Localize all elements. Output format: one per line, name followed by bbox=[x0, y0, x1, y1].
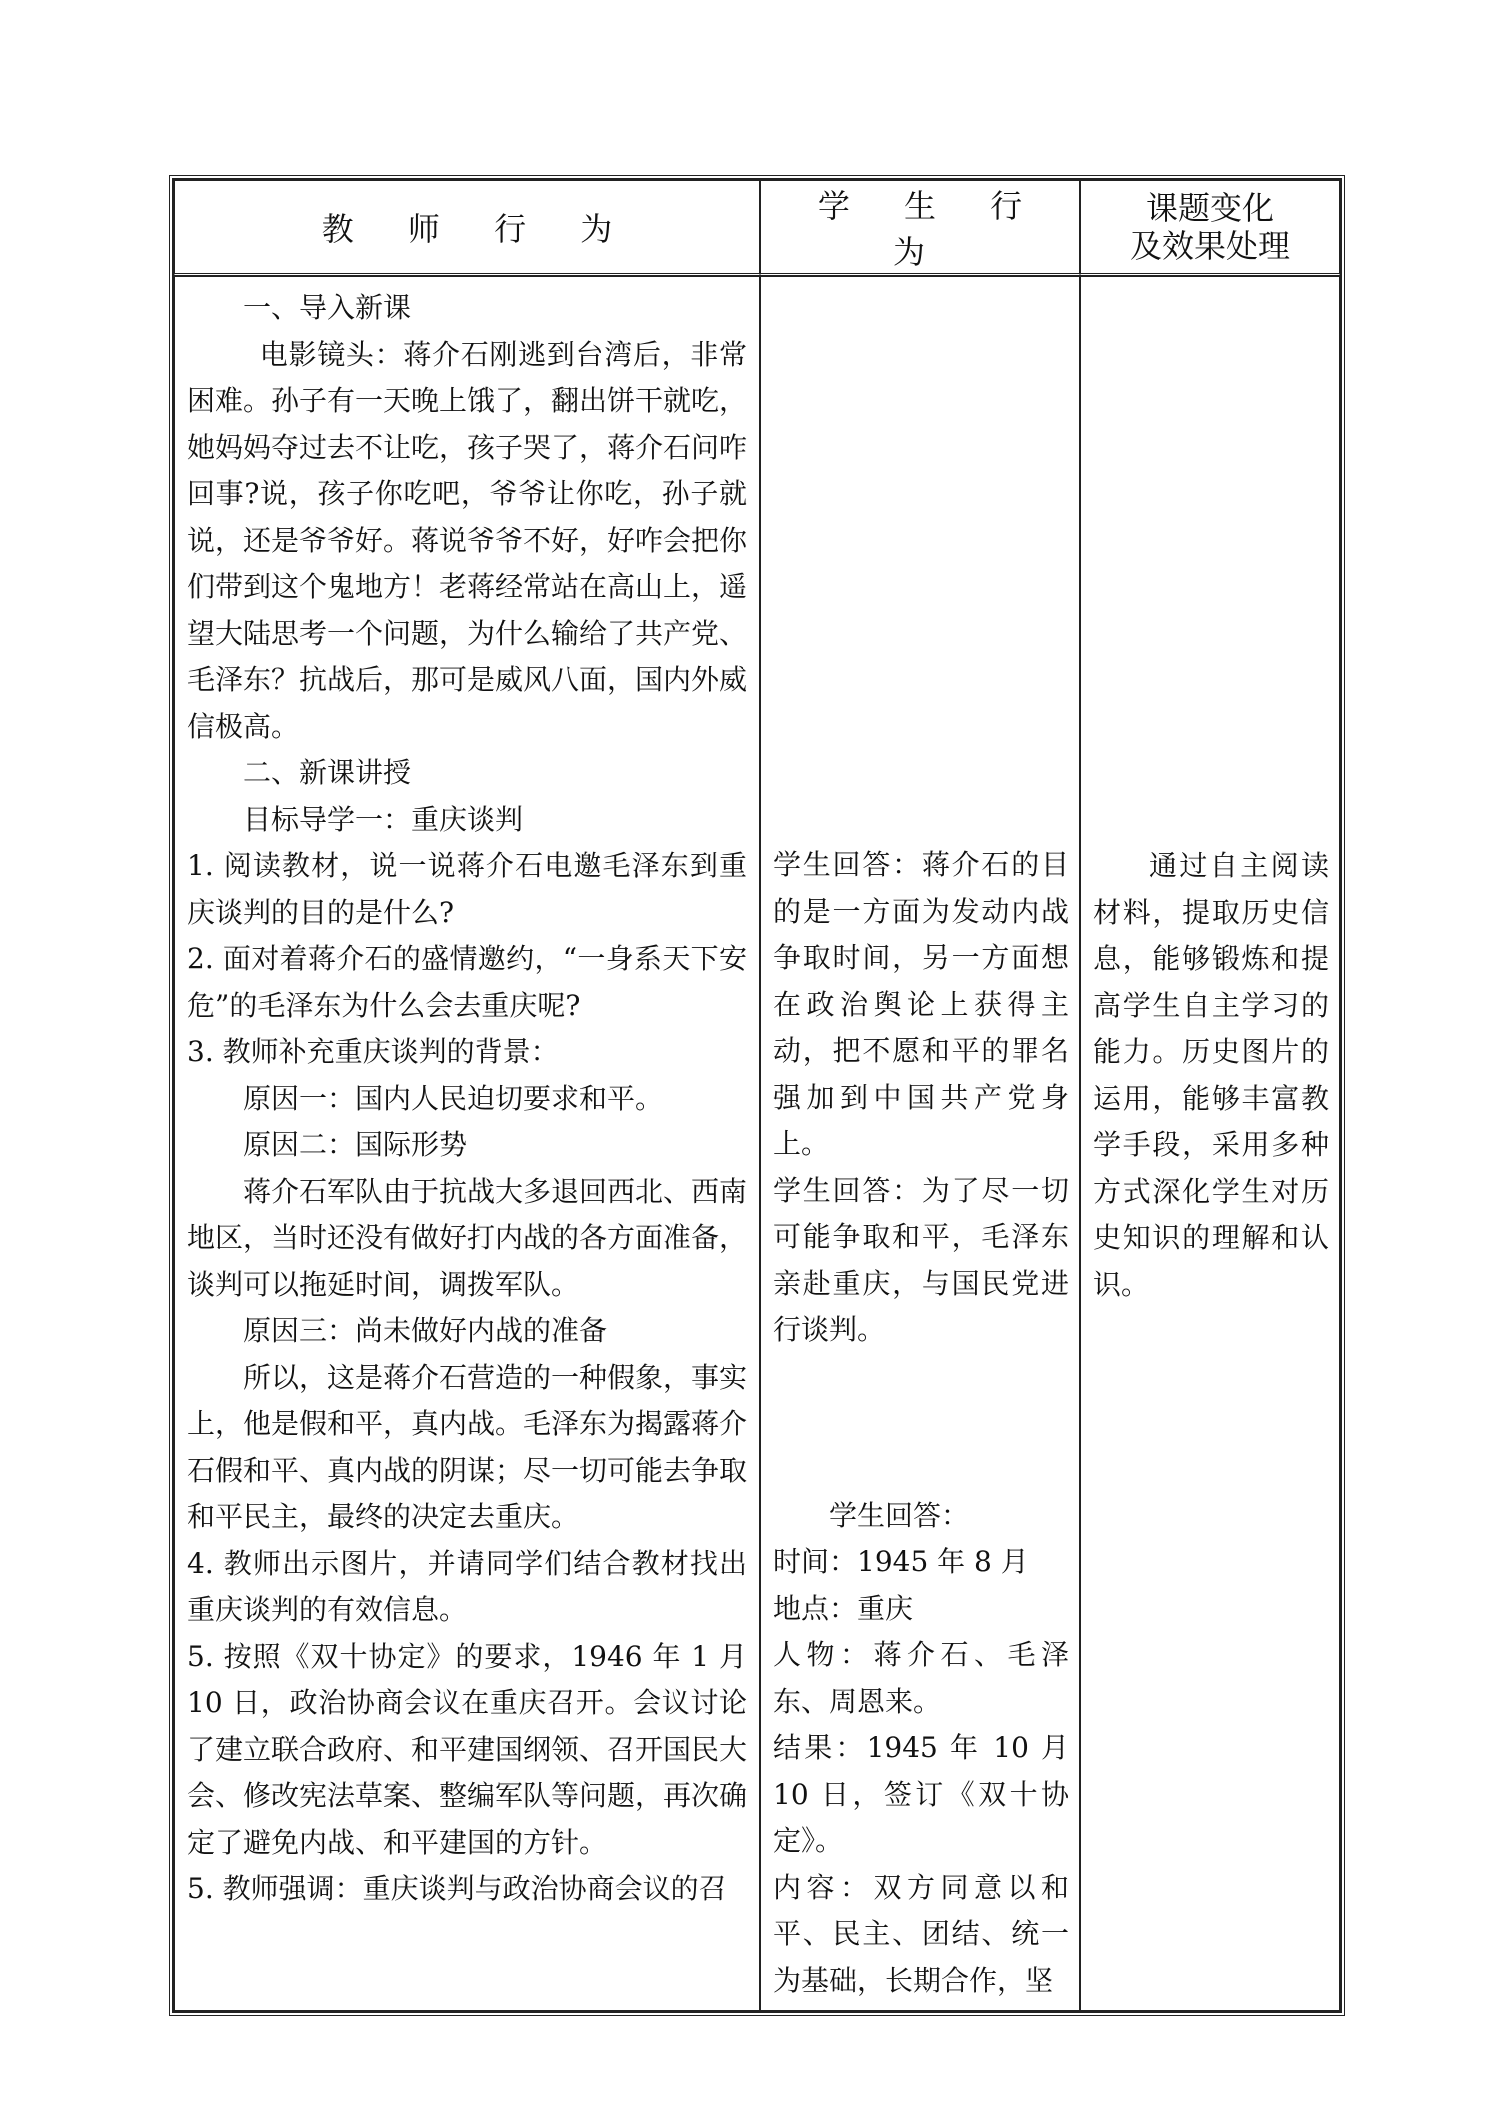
teacher-para: 电影镜头：蒋介石刚逃到台湾后，非常困难。孙子有一天晚上饿了，翻出饼干就吃，她妈妈夺过去不让吃，孩子哭了，蒋介石问咋回事?说，孩子你吃吧，爷爷让你吃，孙子就说，还是爷爷好。蒋说爷爷不好，好咋会把你们带到这个鬼地方！老蒋经常站在高山上，遥望大陆思考一个问题，为什么输给了共产党、毛泽东？抗战后，那可是威风八面，国内外威信极高。 bbox=[187, 337, 748, 743]
header-notes bbox=[1080, 180, 1340, 276]
header-teacher-label: 教 师 行 为 bbox=[321, 210, 635, 248]
notes-para: 通过自主阅读材料，提取历史信息，能够锻炼和提高学生自主学习的能力。历史图片的运用，能够丰富教学手段，采用多种方式深化学生对历史知识的理解和认识。 bbox=[1093, 849, 1329, 1301]
table-header-row bbox=[174, 180, 1340, 276]
header-notes-line2: 及效果处理 bbox=[1129, 227, 1290, 265]
student-answer: 学生回答：蒋介石的目的是一方面为发动内战争取时间，另一方面想在政治舆论上获得主动，把不愿和平的罪名强加到中国共产党身上。 bbox=[773, 848, 1069, 1160]
student-column bbox=[760, 276, 1080, 2011]
teacher-para: 一、导入新课 bbox=[243, 291, 412, 324]
teacher-para: 3. 教师补充重庆谈判的背景： bbox=[187, 1035, 559, 1068]
teacher-para: 5. 按照《双十协定》的要求，1946 年 1 月 10 日，政治协商会议在重庆召开。会议讨论了建立联合政府、和平建国纲领、召开国民大会、修改宪法草案、整编军队等问题，再次确定了避免内战、和平建国的方针。 bbox=[187, 1639, 748, 1859]
student-answer: 地点：重庆 bbox=[773, 1591, 914, 1625]
student-answer: 学生回答：为了尽一切可能争取和平，毛泽东亲赴重庆，与国民党进行谈判。 bbox=[773, 1173, 1069, 1346]
student-answer: 时间：1945 年 8 月 bbox=[773, 1545, 1029, 1578]
teacher-para: 蒋介石军队由于抗战大多退回西北、西南地区，当时还没有做好打内战的各方面准备，谈判可以拖延时间，调拨军队。 bbox=[187, 1174, 748, 1301]
teacher-para: 原因一：国内人民迫切要求和平。 bbox=[243, 1081, 664, 1115]
teacher-para: 原因二：国际形势 bbox=[243, 1128, 468, 1161]
teacher-para: 5. 教师强调：重庆谈判与政治协商会议的召 bbox=[187, 1872, 727, 1905]
teacher-para: 所以，这是蒋介石营造的一种假象，事实上，他是假和平，真内战。毛泽东为揭露蒋介石假和平、真内战的阴谋；尽一切可能去争取和平民主，最终的决定去重庆。 bbox=[187, 1360, 748, 1533]
teacher-column bbox=[174, 276, 760, 2011]
header-student-label: 学 生 行 为 bbox=[817, 187, 1045, 271]
teacher-para: 2. 面对着蒋介石的盛情邀约，“一身系天下安危”的毛泽东为什么会去重庆呢? bbox=[187, 942, 747, 1022]
teacher-para: 目标导学一：重庆谈判 bbox=[243, 802, 524, 836]
student-answer: 结果：1945 年 10 月 10 日，签订《双十协定》。 bbox=[773, 1731, 1069, 1857]
notes-column bbox=[1080, 276, 1340, 2011]
teacher-para: 二、新课讲授 bbox=[243, 756, 412, 789]
header-student-behavior bbox=[760, 180, 1080, 276]
teacher-para: 4. 教师出示图片，并请同学们结合教材找出重庆谈判的有效信息。 bbox=[187, 1546, 747, 1626]
student-answer: 学生回答： bbox=[829, 1498, 970, 1532]
lesson-plan-table bbox=[172, 178, 1342, 2013]
student-answer: 人物：蒋介石、毛泽东、周恩来。 bbox=[773, 1638, 1069, 1718]
table-body-row bbox=[174, 276, 1340, 2011]
teacher-para: 1. 阅读教材，说一说蒋介石电邀毛泽东到重庆谈判的目的是什么? bbox=[187, 849, 747, 929]
header-notes-line1: 课题变化 bbox=[1145, 189, 1274, 227]
teacher-para: 原因三：尚未做好内战的准备 bbox=[243, 1314, 608, 1347]
student-answer: 内容：双方同意以和平、民主、团结、统一为基础，长期合作，坚 bbox=[773, 1870, 1069, 1997]
header-teacher-behavior bbox=[174, 180, 760, 276]
